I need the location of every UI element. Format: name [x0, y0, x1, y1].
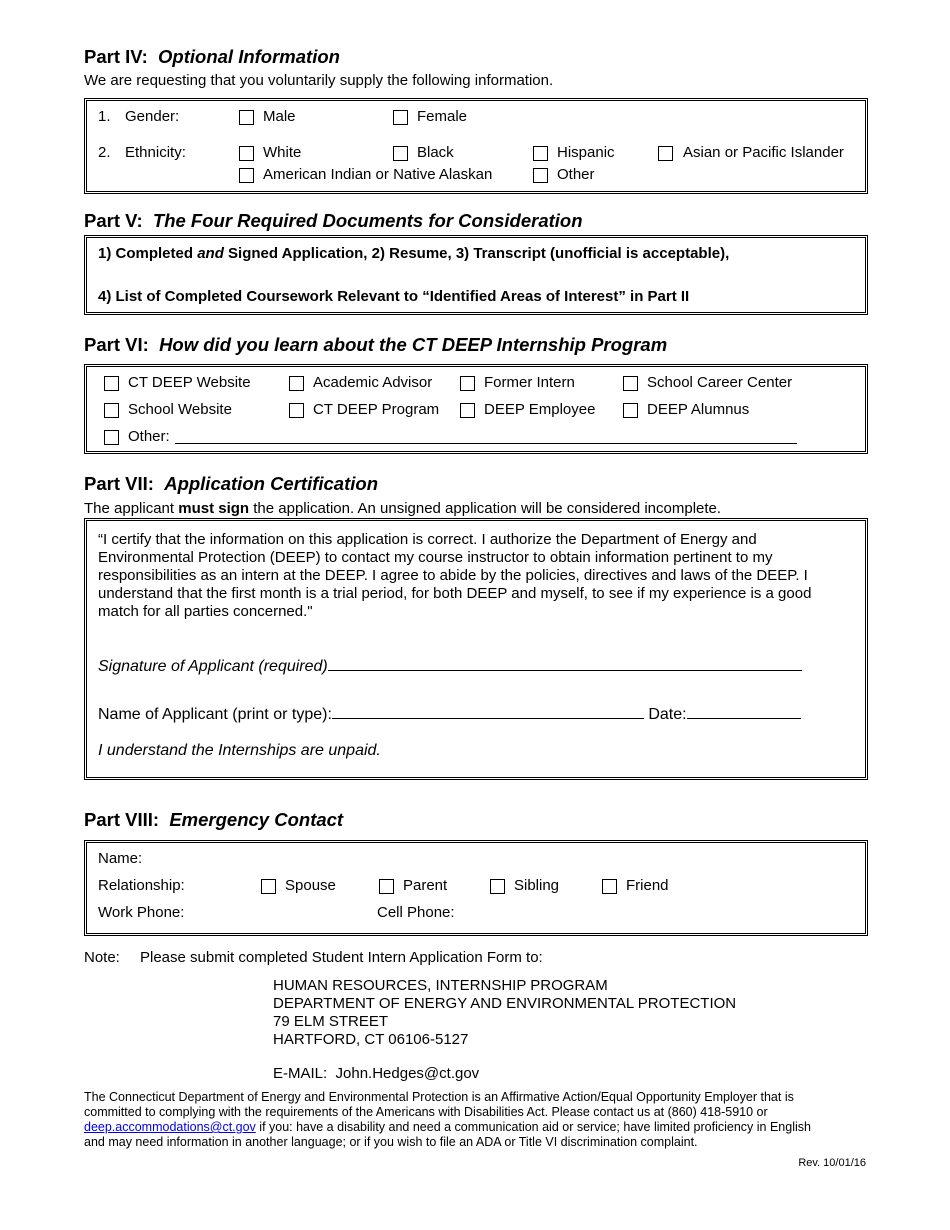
asian-pacific-label: Asian or Pacific Islander [683, 144, 844, 161]
date-label: Date: [648, 706, 687, 723]
date-field[interactable] [687, 705, 801, 719]
school-website-label: School Website [128, 401, 232, 418]
friend-label: Friend [626, 877, 669, 894]
footer-line [84, 1120, 811, 1135]
female-label: Female [417, 108, 468, 125]
female-checkbox[interactable] [393, 110, 408, 125]
ethnicity-other-label: Other [557, 166, 595, 183]
gender-number: 1. [98, 108, 111, 125]
docs-line1-a: 1) Completed [98, 245, 198, 262]
part6-label: Part VI: [84, 334, 149, 355]
source-other-label: Other: [128, 428, 170, 445]
cert-line: “I certify that the information on this application is correct. I authorize the Department of Energy and [98, 531, 757, 548]
ct-deep-program-label: CT DEEP Program [313, 401, 440, 418]
certification-statement [98, 531, 811, 621]
gender-label: Gender: [125, 108, 180, 125]
cert-line: Environmental Protection (DEEP) to contact my course instructor to obtain information pertinent to my [98, 549, 773, 566]
revision-date: Rev. 10/01/16 [798, 1157, 866, 1169]
former-intern-checkbox[interactable] [460, 376, 475, 391]
part7-label: Part VII: [84, 473, 154, 494]
school-website-checkbox[interactable] [104, 403, 119, 418]
footer-line: and may need information in another language; or if you wish to file an ADA or Title VI discrimination complaint. [84, 1135, 698, 1149]
footer-line: The Connecticut Department of Energy and Environmental Protection is an Affirmative Action/Equal Opportunity Employer that is [84, 1090, 794, 1104]
part7-heading [84, 473, 378, 495]
ethnicity-label: Ethnicity: [125, 144, 186, 161]
black-label: Black [417, 144, 454, 161]
part6-box [84, 364, 868, 454]
source-other-checkbox[interactable] [104, 430, 119, 445]
male-checkbox[interactable] [239, 110, 254, 125]
signature-field[interactable] [328, 657, 802, 671]
spouse-label: Spouse [285, 877, 336, 894]
address-line: HARTFORD, CT 06106-5127 [273, 1031, 469, 1048]
note-text: Please submit completed Student Intern Application Form to: [140, 949, 543, 966]
accommodations-email-link[interactable]: deep.accommodations@ct.gov [84, 1120, 256, 1134]
part7-box [84, 518, 868, 780]
cert-line: match for all parties concerned." [98, 603, 313, 620]
part7-intro-a: The applicant [84, 500, 179, 517]
cert-line: responsibilities as an intern at the DEEP. I agree to abide by the policies, directives and laws of the DEEP. I [98, 567, 808, 584]
deep-alumnus-label: DEEP Alumnus [647, 401, 750, 418]
ethnicity-other-checkbox[interactable] [533, 168, 548, 183]
address-line: DEPARTMENT OF ENERGY AND ENVIRONMENTAL PROTECTION [273, 995, 737, 1012]
eeo-statement [84, 1090, 811, 1150]
parent-label: Parent [403, 877, 448, 894]
white-label: White [263, 144, 302, 161]
part4-heading [84, 46, 340, 68]
part8-heading [84, 809, 343, 831]
deep-employee-label: DEEP Employee [484, 401, 596, 418]
email-row [273, 1065, 479, 1082]
part7-intro [84, 500, 721, 517]
note-label: Note: [84, 949, 120, 966]
name-date-row [98, 705, 801, 724]
part4-label: Part IV: [84, 46, 148, 67]
hispanic-label: Hispanic [557, 144, 615, 161]
school-career-center-checkbox[interactable] [623, 376, 638, 391]
contact-name-label: Name: [98, 850, 143, 867]
part5-title: The Four Required Documents for Consideration [152, 210, 583, 231]
part6-title: How did you learn about the CT DEEP Internship Program [159, 334, 668, 355]
black-checkbox[interactable] [393, 146, 408, 161]
cert-line: understand that the first month is a trial period, for both DEEP and myself, to see if my experience is a good [98, 585, 812, 602]
deep-alumnus-checkbox[interactable] [623, 403, 638, 418]
white-checkbox[interactable] [239, 146, 254, 161]
part4-title: Optional Information [158, 46, 340, 67]
ct-deep-program-checkbox[interactable] [289, 403, 304, 418]
american-indian-checkbox[interactable] [239, 168, 254, 183]
part4-box [84, 98, 868, 194]
required-docs-line2: 4) List of Completed Coursework Relevant to “Identified Areas of Interest” in Part II [98, 288, 690, 305]
unpaid-note: I understand the Internships are unpaid. [98, 742, 381, 759]
male-label: Male [263, 108, 296, 125]
mailing-address [273, 977, 736, 1049]
address-line: 79 ELM STREET [273, 1013, 389, 1030]
docs-line1-c: Signed Application, 2) Resume, 3) Transcript (unofficial is acceptable), [223, 245, 730, 262]
academic-advisor-label: Academic Advisor [313, 374, 433, 391]
email-label: E-MAIL: [273, 1065, 328, 1082]
hispanic-checkbox[interactable] [533, 146, 548, 161]
part7-title: Application Certification [164, 473, 378, 494]
docs-line1-and: and [197, 245, 224, 262]
footer-line: committed to complying with the requirements of the Americans with Disabilities Act. Please contact us at (860) 418-5910 or [84, 1105, 768, 1119]
email-address: John.Hedges@ct.gov [335, 1065, 480, 1082]
work-phone-label: Work Phone: [98, 904, 185, 921]
parent-checkbox[interactable] [379, 879, 394, 894]
asian-pacific-checkbox[interactable] [658, 146, 673, 161]
american-indian-label: American Indian or Native Alaskan [263, 166, 493, 183]
sibling-checkbox[interactable] [490, 879, 505, 894]
applicant-name-label: Name of Applicant (print or type): [98, 706, 332, 723]
cell-phone-label: Cell Phone: [377, 904, 455, 921]
part5-label: Part V: [84, 210, 143, 231]
friend-checkbox[interactable] [602, 879, 617, 894]
former-intern-label: Former Intern [484, 374, 575, 391]
part8-box [84, 840, 868, 936]
applicant-name-field[interactable] [332, 705, 644, 719]
part8-label: Part VIII: [84, 809, 160, 830]
spouse-checkbox[interactable] [261, 879, 276, 894]
signature-label: Signature of Applicant (required) [98, 658, 328, 675]
deep-employee-checkbox[interactable] [460, 403, 475, 418]
ct-deep-website-label: CT DEEP Website [128, 374, 251, 391]
signature-row [98, 657, 802, 676]
part6-heading [84, 334, 667, 356]
school-career-center-label: School Career Center [647, 374, 793, 391]
required-docs-line1 [98, 245, 729, 262]
part8-title: Emergency Contact [169, 809, 344, 830]
part5-heading [84, 210, 583, 232]
part7-intro-c: the application. An unsigned application will be considered incomplete. [249, 500, 722, 517]
relationship-label: Relationship: [98, 877, 185, 894]
footer-line3-rest: if you: have a disability and need a communication aid or service; have limited proficiency in English [255, 1120, 811, 1134]
address-line: HUMAN RESOURCES, INTERNSHIP PROGRAM [273, 977, 608, 994]
ct-deep-website-checkbox[interactable] [104, 376, 119, 391]
academic-advisor-checkbox[interactable] [289, 376, 304, 391]
source-other-input[interactable] [175, 430, 797, 444]
part7-intro-must-sign: must sign [178, 500, 250, 517]
sibling-label: Sibling [514, 877, 560, 894]
ethnicity-number: 2. [98, 144, 111, 161]
part5-box [84, 235, 868, 315]
part4-intro: We are requesting that you voluntarily supply the following information. [84, 72, 554, 89]
